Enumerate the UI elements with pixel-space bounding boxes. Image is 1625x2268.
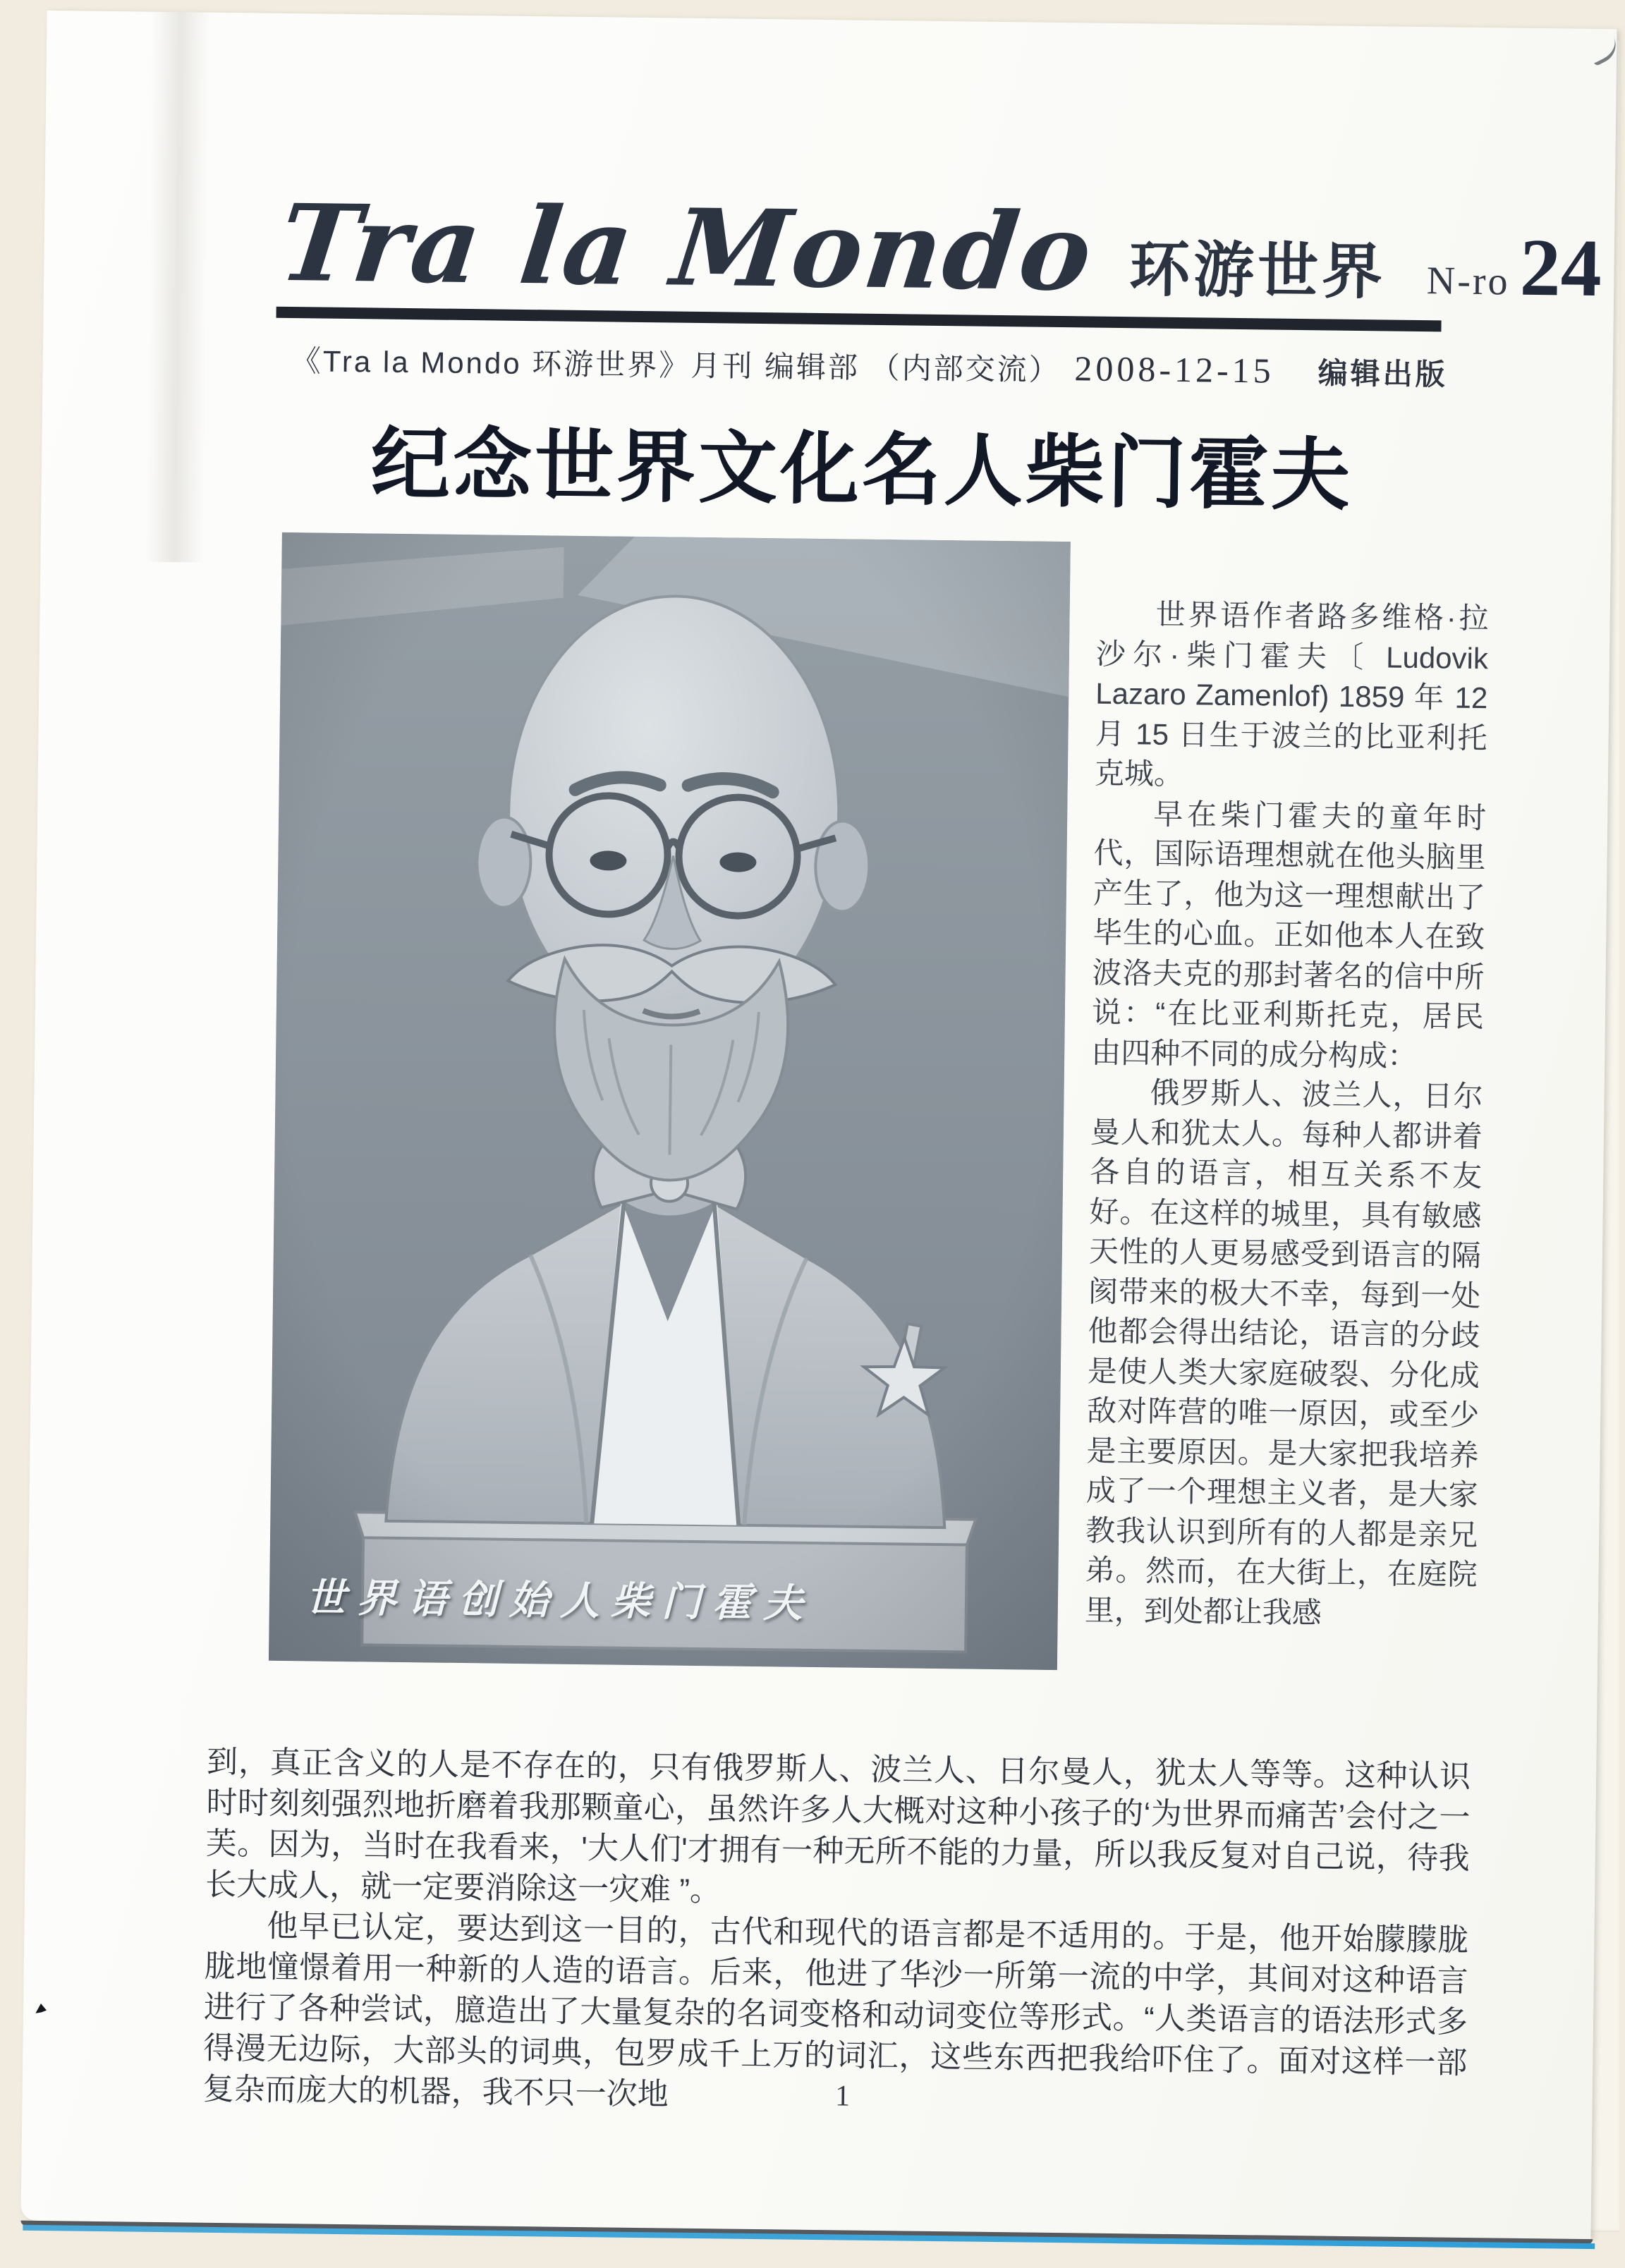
page-number: 1: [834, 2080, 851, 2113]
column-paragraph: 世界语作者路多维格·拉沙尔·柴门霍夫〔 Ludovik Lazaro Zamenlof) 1859 年 12 月 15 日生于波兰的比亚利托克城。: [1094, 597, 1489, 791]
right-text-column: [1085, 595, 1489, 1635]
article-title: 纪念世界文化名人柴门霍夫: [370, 420, 1353, 520]
masthead-subtitle-row: [291, 338, 1448, 394]
issue-label: N-ro: [1426, 259, 1510, 304]
body-paragraph: 到，真正含义的人是不存在的，只有俄罗斯人、波兰人、日尔曼人，犹太人等等。这种认识时时刻刻强烈地折磨着我那颗童心，虽然许多人大概对这种小孩子的‘为世界而痛苦’会付之一芙。因为，当时在我看来，'大人们'才拥有一种无所不能的力量，所以我反复对自己说，待我长大成人，就一定要消除这一灾难 ”。: [205, 1744, 1471, 1908]
ink-spot: [35, 2004, 47, 2013]
brand-title-esperanto: Tra la Mondo: [273, 181, 1100, 315]
publisher-label: 编辑出版: [1317, 356, 1448, 391]
zamenhof-bust-photo: [269, 532, 1071, 1670]
issue-number: 24: [1519, 222, 1602, 315]
bottom-text-block: [202, 1742, 1471, 2125]
publication-info: 《Tra la Mondo 环游世界》月刊 编辑部 （内部交流）: [291, 344, 1061, 386]
newsletter-page: [20, 11, 1617, 2239]
column-paragraph: 早在柴门霍夫的童年时代，国际语理想就在他头脑里产生了，他为这一理想献出了毕生的心血。正如他本人在致波洛夫克的那封著名的信中所说：“在比亚利斯托克，居民由四种不同的成分构成：: [1090, 797, 1487, 1073]
photo-caption: 世界语创始人柴门霍夫: [305, 1575, 815, 1626]
brand-title-chinese: 环游世界: [1128, 236, 1387, 307]
publication-date: 2008-12-15: [1074, 348, 1275, 391]
column-paragraph: 俄罗斯人、波兰人，日尔曼人和犹太人。每种人都讲着各自的语言，相互关系不友好。在这样的城里，具有敏感天性的人更易感受到语言的隔阂带来的极大不幸，每到一处他都会得出结论，语言的分歧是使人类大家庭破裂、分化成敌对阵营的唯一原因，或至少是主要原因。是大家把我培养成了一个理想主义者，是大家教我认识到所有的人都是亲兄弟。然而，在大街上，在庭院里，到处都让我感: [1084, 1075, 1483, 1630]
body-paragraph: 他早已认定，要达到这一目的，古代和现代的语言都是不适用的。于是，他开始朦朦胧胧地憧憬着用一种新的人造的语言。后来，他进了华沙一所第一流的中学，其间对这种语言进行了各种尝试，臆造出了大量复杂的名词变格和动词变位等形式。“人类语言的语法形式多得漫无边际，大部头的词典，包罗成千上万的词汇，这些东西把我给吓住了。面对这样一部复杂而庞大的机器，我不只一次地: [202, 1908, 1469, 2112]
bust-illustration: [269, 532, 1071, 1670]
masthead: [273, 181, 1602, 321]
